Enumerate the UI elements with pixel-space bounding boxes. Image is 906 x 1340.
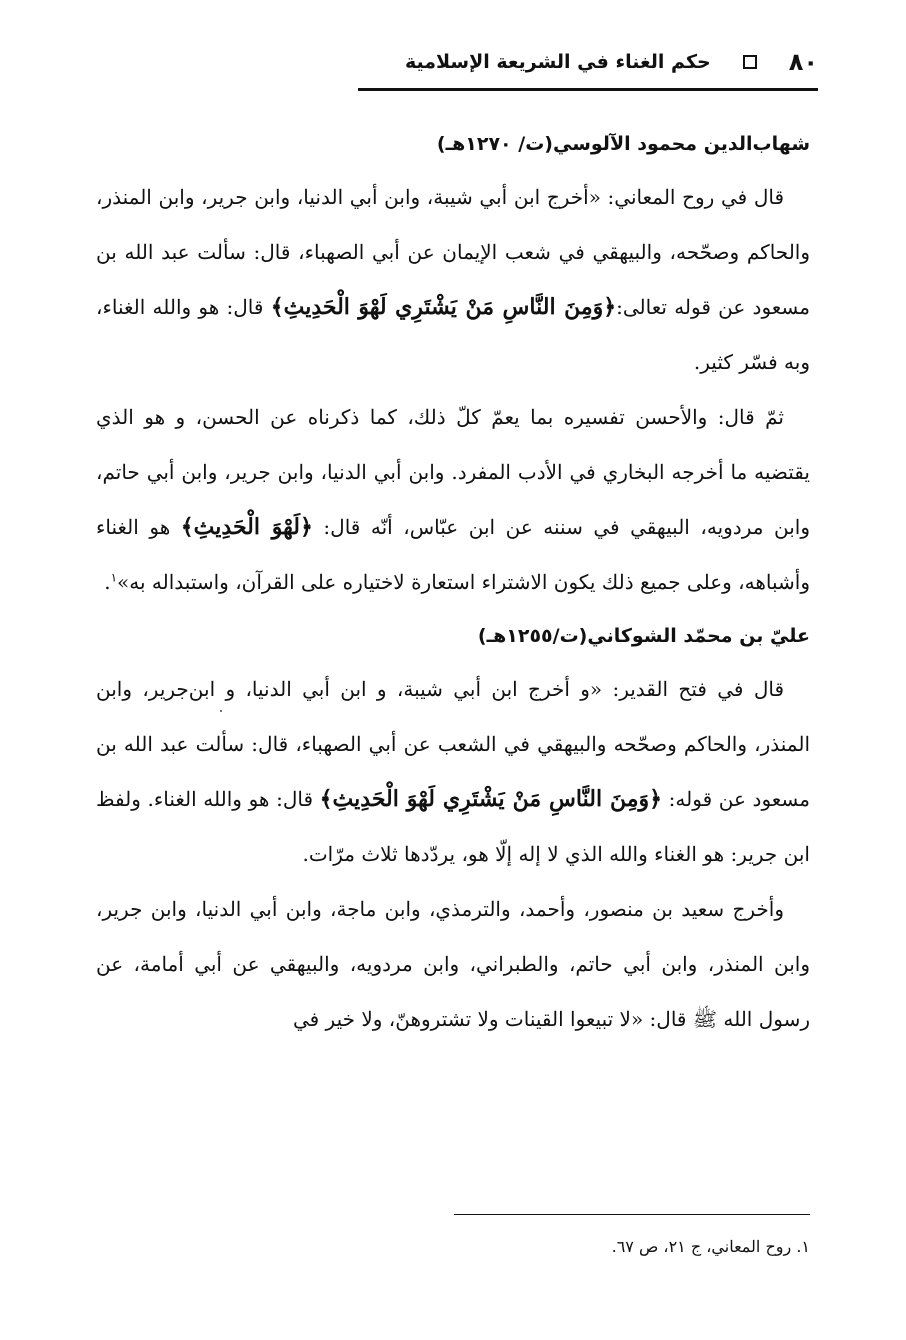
paragraph-text: قال في فتح القدير: «و أخرج ابن أبي شيبة، و ابن أبي الدنيا، و ابن‌جرير، وابن المنذر، والحاكم وصحّحه والبيهقي في الشعب عن أبي الصهباء، قال: سألت عبد الله بن مسعود عن قوله: <box>96 677 811 811</box>
footnote-rule <box>454 1214 810 1215</box>
quran-verse: ﴿وَمِنَ النَّاسِ مَنْ يَشْتَرِي لَهْوَ الْحَدِيثِ﴾ <box>319 786 663 812</box>
paragraph-shawkani-quote <box>96 662 810 882</box>
header-rule <box>358 88 818 91</box>
paragraph-text: قال: هو والله الغناء. ولفظ ابن جرير: هو الغناء والله الذي لا إله إلّا هو، يردّدها ثلاث مرّات. <box>96 787 810 866</box>
square-ornament-icon <box>743 55 757 69</box>
page-content <box>96 118 810 1047</box>
footnote-reference[interactable]: ١ <box>110 570 118 585</box>
running-header <box>88 42 818 82</box>
quran-verse: ﴿وَمِنَ النَّاسِ مَنْ يَشْتَرِي لَهْوَ الْحَدِيثِ﴾ <box>270 294 617 320</box>
paragraph-text: قال في روح المعاني: «أخرج ابن أبي شيبة، وابن أبي الدنيا، وابن جرير، وابن المنذر، والحاكم وصحّحه، والبيهقي في شعب الإيمان عن أبي الصهباء، قال: سألت عبد الله بن مسعود عن قوله تعالى: <box>96 185 811 319</box>
quran-verse: ﴿لَهْوَ الْحَدِيثِ﴾ <box>180 514 313 540</box>
paragraph-text: هو الغناء وأشباهه، وعلى جميع ذلك يكون الاشتراء استعارة لاختياره على القرآن، واستبداله به» <box>96 515 810 594</box>
paragraph-alusi-quote <box>96 170 810 390</box>
paragraph-shawkani-hadith <box>96 882 810 1047</box>
paragraph-text: وأخرج سعيد بن منصور، وأحمد، والترمذي، وابن ماجة، وابن أبي الدنيا، وابن جرير، وابن المنذر، وابن أبي حاتم، والطبراني، وابن مردويه، والبيهقي عن أبي أمامة، عن رسول الله ﷺ قال: «لا تبيعوا القينات ولا تشتروهنّ، ولا خير في <box>96 897 810 1031</box>
paragraph-alusi-commentary <box>96 390 810 610</box>
stray-dot <box>220 710 222 712</box>
paragraph-text: ثمّ قال: والأحسن تفسيره بما يعمّ كلّ ذلك، كما ذكرناه عن الحسن، و هو الذي يقتضيه ما أخرجه البخاري في الأدب المفرد. وابن أبي الدنيا، وابن جرير، وابن أبي حاتم، وابن مردويه، البيهقي في سننه عن ابن عبّاس، أنّه قال: <box>96 405 810 539</box>
section-heading-alusi: شهاب‌الدين محمود الآلوسي(ت/ ١٢٧٠هـ) <box>436 133 810 155</box>
paragraph-text: . <box>104 570 111 594</box>
paragraph-text: قال: هو والله الغناء، وبه فسّر كثير. <box>96 295 810 374</box>
footnote: ١. روح المعاني، ج ٢١، ص ٦٧. <box>611 1237 810 1256</box>
book-title: حكم الغناء في الشريعة الإسلامية <box>404 51 711 73</box>
section-heading-shawkani: عليّ بن محمّد الشوكاني(ت/١٢٥٥هـ) <box>477 625 810 647</box>
page-number: ٨٠ <box>788 48 818 76</box>
